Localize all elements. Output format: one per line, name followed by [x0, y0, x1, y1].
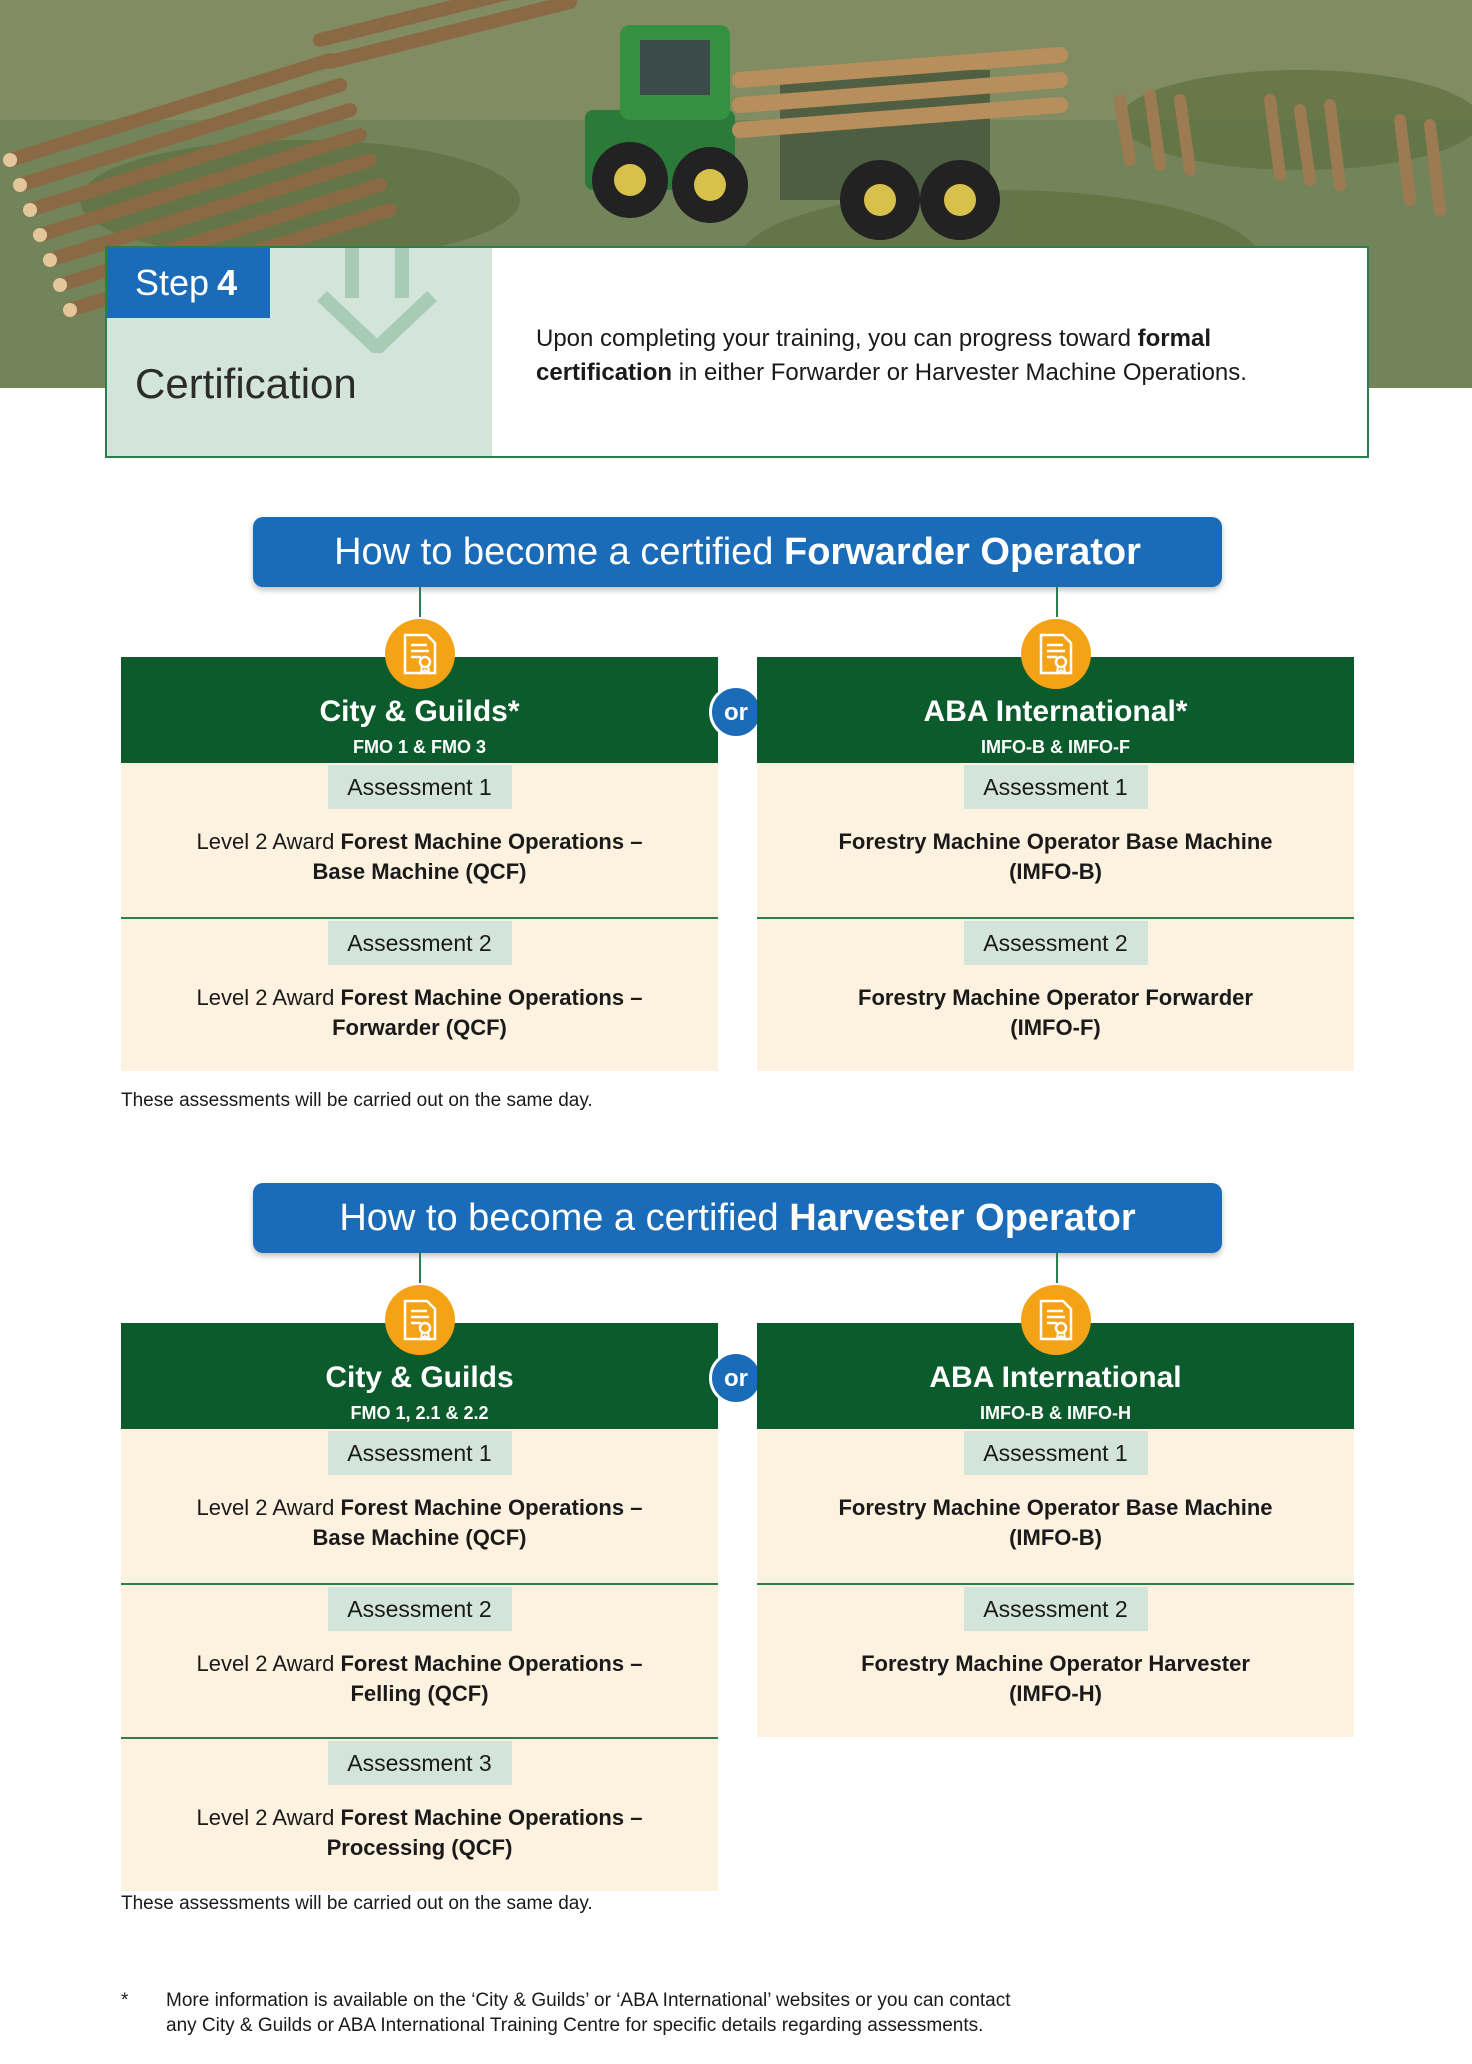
assessment-block: [121, 1737, 718, 1891]
step-card: [105, 246, 1369, 458]
connector-line: [419, 1253, 421, 1283]
down-arrow-icon: [312, 248, 442, 353]
assessment-tag: Assessment 2: [964, 921, 1148, 965]
assessment-text: Level 2 Award Forest Machine Operations – Base Machine (QCF): [196, 1495, 643, 1550]
or-divider-badge: or: [709, 685, 763, 739]
assessment-text: Forestry Machine Operator Forwarder (IMFO-F): [858, 985, 1253, 1040]
assessment-text: Level 2 Award Forest Machine Operations – Processing (QCF): [196, 1805, 643, 1860]
footnote: [121, 1988, 1011, 2038]
assessment-tag: Assessment 3: [328, 1741, 512, 1785]
provider-name: City & Guilds: [325, 1361, 514, 1394]
same-day-note: These assessments will be carried out on the same day.: [121, 1090, 593, 1111]
assessment-block: [121, 1583, 718, 1737]
forwarder-aba-route: [757, 657, 1354, 1071]
assessment-text: Level 2 Award Forest Machine Operations – Felling (QCF): [196, 1651, 643, 1706]
step-label-panel: [107, 248, 492, 456]
route-header: [121, 657, 718, 763]
or-divider-badge: or: [709, 1351, 763, 1405]
assessment-block: [121, 917, 718, 1071]
assessment-tag: Assessment 2: [328, 921, 512, 965]
provider-codes: FMO 1 & FMO 3: [352, 737, 486, 757]
assessment-text: Forestry Machine Operator Harvester (IMFO-H): [861, 1651, 1250, 1706]
assessment-block: [757, 1583, 1354, 1737]
certificate-icon: [385, 1285, 455, 1355]
connector-line: [1056, 1253, 1058, 1283]
certificate-icon: [1021, 619, 1091, 689]
step-badge: Step 4: [107, 248, 270, 318]
same-day-note: These assessments will be carried out on the same day.: [121, 1893, 593, 1914]
provider-name: City & Guilds*: [319, 695, 520, 728]
assessment-text: Forestry Machine Operator Base Machine (IMFO-B): [838, 829, 1273, 884]
certificate-icon: [1021, 1285, 1091, 1355]
step-title: Certification: [135, 360, 357, 407]
route-header: [121, 1323, 718, 1429]
assessment-block: [757, 1429, 1354, 1583]
provider-codes: IMFO-B & IMFO-H: [980, 1403, 1131, 1423]
route-header: [757, 1323, 1354, 1429]
assessment-block: [121, 763, 718, 917]
assessment-block: [757, 763, 1354, 917]
provider-name: ABA International: [929, 1361, 1182, 1394]
assessment-tag: Assessment 2: [328, 1587, 512, 1631]
footnote-text: More information is available on the ‘City & Guilds’ or ‘ABA International’ websites or you can contact any City & Guilds or ABA International Training Centre for specific details regarding assessments.: [166, 1990, 1011, 2036]
assessment-tag: Assessment 1: [328, 765, 512, 809]
assessment-text: Level 2 Award Forest Machine Operations – Forwarder (QCF): [196, 985, 643, 1040]
assessment-text: Forestry Machine Operator Base Machine (IMFO-B): [838, 1495, 1273, 1550]
harvester-city-guilds-route: [121, 1323, 718, 1891]
harvester-banner: How to become a certified Harvester Operator: [253, 1183, 1222, 1253]
step-description: Upon completing your training, you can progress toward formal certification in either Forwarder or Harvester Machine Operations.: [536, 325, 1247, 386]
footnote-marker: *: [121, 1990, 129, 2011]
assessment-text: Level 2 Award Forest Machine Operations – Base Machine (QCF): [196, 829, 643, 884]
route-header: [757, 657, 1354, 763]
provider-name: ABA International*: [923, 695, 1188, 728]
assessment-tag: Assessment 1: [328, 1431, 512, 1475]
forwarder-city-guilds-route: [121, 657, 718, 1071]
assessment-block: [121, 1429, 718, 1583]
forwarder-banner: How to become a certified Forwarder Operator: [253, 517, 1222, 587]
assessment-tag: Assessment 1: [964, 1431, 1148, 1475]
connector-line: [419, 587, 421, 617]
step-number: 4: [217, 262, 238, 303]
harvester-aba-route: [757, 1323, 1354, 1737]
provider-codes: IMFO-B & IMFO-F: [981, 737, 1130, 757]
provider-codes: FMO 1, 2.1 & 2.2: [350, 1403, 489, 1423]
assessment-tag: Assessment 1: [964, 765, 1148, 809]
certificate-icon: [385, 619, 455, 689]
connector-line: [1056, 587, 1058, 617]
assessment-block: [757, 917, 1354, 1071]
assessment-tag: Assessment 2: [964, 1587, 1148, 1631]
